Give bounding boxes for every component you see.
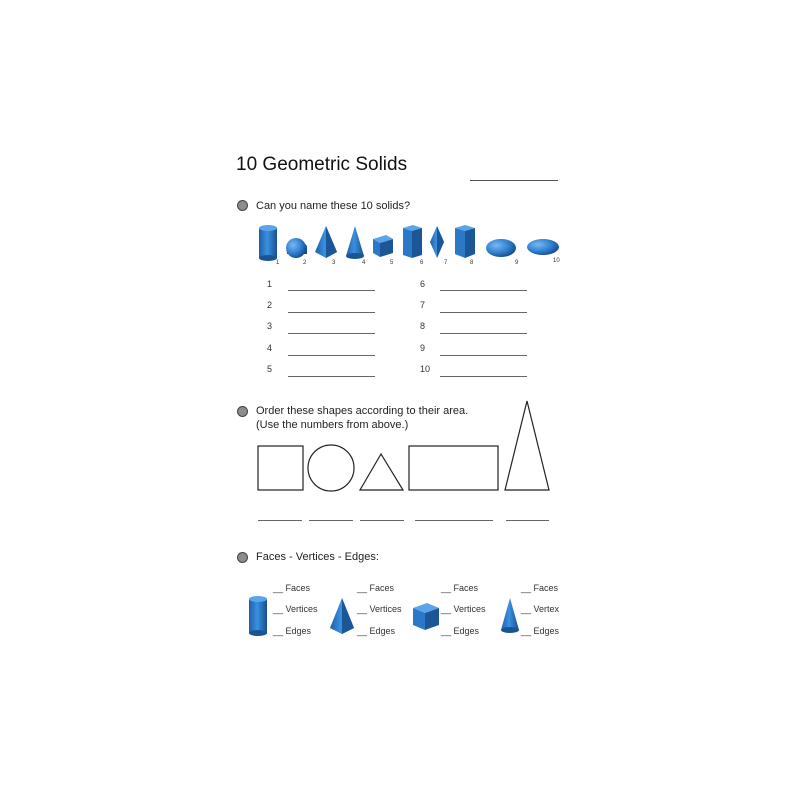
answer-number: 9	[420, 343, 426, 353]
answer-line[interactable]	[440, 333, 527, 334]
answer-number: 10	[420, 364, 431, 374]
solid-cone-icon	[346, 226, 364, 259]
answer-line[interactable]	[288, 333, 375, 334]
answer-number: 7	[420, 300, 426, 310]
circle-shape	[308, 445, 354, 491]
solid-number: 8	[470, 260, 474, 266]
order-answer-line[interactable]	[415, 520, 493, 521]
question-3-text: Faces - Vertices - Edges:	[256, 551, 379, 563]
solid-ellipsoid-icon	[527, 239, 559, 255]
solid-number: 4	[362, 260, 366, 266]
question-1-text: Can you name these 10 solids?	[256, 200, 411, 212]
solid-number: 10	[553, 258, 560, 264]
solid-number: 6	[420, 260, 424, 266]
answer-line[interactable]	[440, 355, 527, 356]
tall-triangle-shape	[505, 401, 549, 490]
edges-label: __ Edges	[273, 626, 312, 636]
answer-number: 4	[267, 343, 273, 353]
answer-line[interactable]	[288, 355, 375, 356]
order-answer-line[interactable]	[506, 520, 549, 521]
name-answer-line[interactable]	[470, 180, 558, 181]
faces-label: __ Faces	[441, 583, 479, 593]
answer-line[interactable]	[440, 376, 527, 377]
page-title: 10 Geometric Solids	[236, 154, 408, 175]
answer-number: 2	[267, 300, 273, 310]
question-1-bullet	[237, 200, 248, 211]
question-2-line-1: Order these shapes according to their area.	[256, 405, 469, 417]
solid-number: 7	[444, 260, 448, 266]
answer-line[interactable]	[288, 312, 375, 313]
cube-icon	[411, 600, 441, 632]
edges-label: __ Edges	[357, 626, 396, 636]
rectangle-shape	[409, 446, 498, 490]
pyramid-icon	[328, 596, 356, 636]
answer-number: 1	[267, 279, 273, 289]
answer-number: 6	[420, 279, 426, 289]
solid-number: 9	[515, 260, 519, 266]
answer-line[interactable]	[440, 290, 527, 291]
vertices-label: __ Vertices	[357, 604, 402, 614]
question-3-bullet	[237, 552, 248, 563]
faces-label: __ Faces	[357, 583, 395, 593]
vertex-label: __ Vertex	[521, 604, 560, 614]
triangle-shape	[360, 454, 403, 490]
solid-number: 1	[276, 260, 280, 266]
order-answer-line[interactable]	[360, 520, 404, 521]
solid-ovoid-icon	[486, 239, 516, 257]
solid-square-pyramid-icon	[315, 226, 337, 258]
solid-bipyramid-icon	[430, 226, 444, 258]
answer-number: 5	[267, 364, 273, 374]
faces-label: __ Faces	[521, 583, 559, 593]
order-answer-line[interactable]	[309, 520, 353, 521]
answer-number: 3	[267, 321, 273, 331]
vertices-label: __ Vertices	[441, 604, 486, 614]
solid-hemisphere-icon	[286, 238, 307, 258]
cylinder-icon	[246, 594, 270, 638]
solid-number: 3	[332, 260, 336, 266]
solid-number: 5	[390, 260, 394, 266]
solid-cylinder-icon	[259, 225, 277, 261]
edges-label: __ Edges	[521, 626, 560, 636]
square-shape	[258, 446, 303, 490]
answer-line[interactable]	[288, 376, 375, 377]
cone-icon	[499, 596, 521, 634]
answer-number: 8	[420, 321, 426, 331]
solid-rectangular-prism-icon	[403, 225, 422, 258]
faces-label: __ Faces	[273, 583, 311, 593]
solid-cube-icon	[373, 235, 393, 257]
area-shapes	[250, 396, 560, 496]
vertices-label: __ Vertices	[273, 604, 318, 614]
solids-row	[255, 222, 565, 268]
answer-line[interactable]	[440, 312, 527, 313]
answer-line[interactable]	[288, 290, 375, 291]
question-2-line-2: (Use the numbers from above.)	[256, 419, 409, 431]
solid-triangular-prism-icon	[455, 225, 475, 258]
question-2-bullet	[237, 406, 248, 417]
order-answer-line[interactable]	[258, 520, 302, 521]
edges-label: __ Edges	[441, 626, 480, 636]
solid-number: 2	[303, 260, 307, 266]
